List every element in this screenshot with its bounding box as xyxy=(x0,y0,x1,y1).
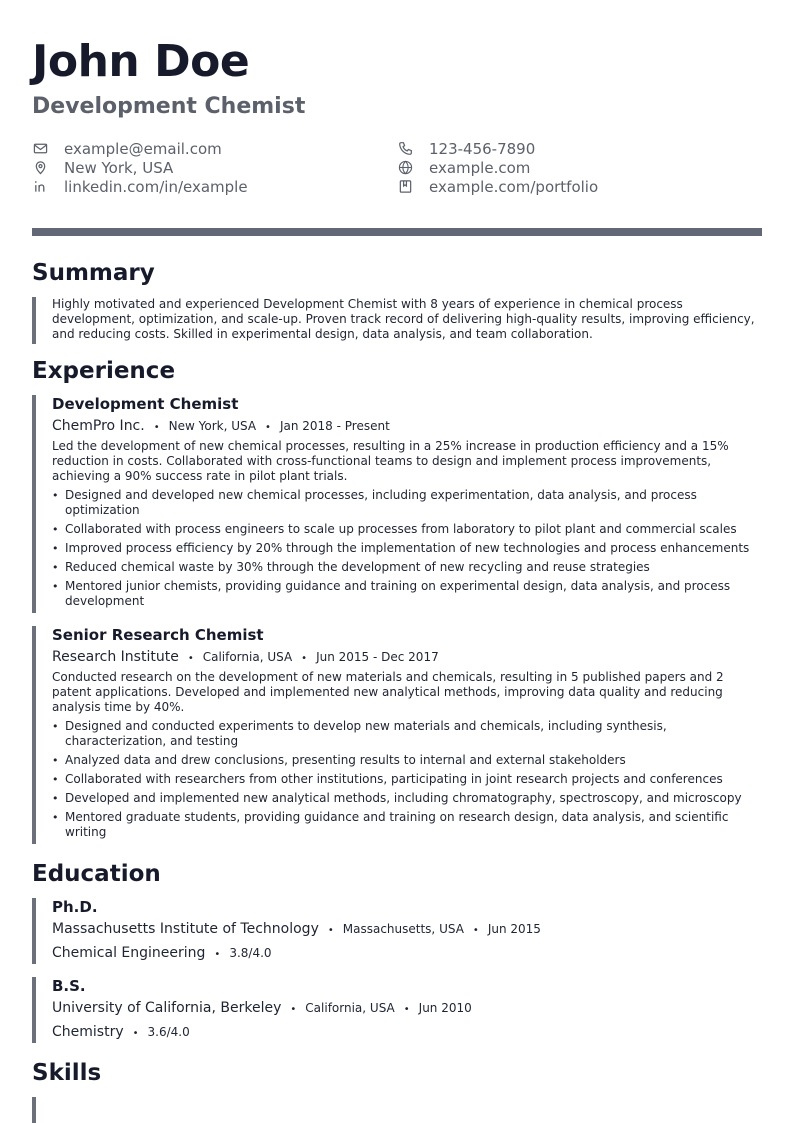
edu-field-line xyxy=(52,943,762,965)
edu-gpa: 3.6/4.0 xyxy=(147,1025,190,1039)
separator-dot: • xyxy=(327,925,334,936)
job-title: Development Chemist xyxy=(52,395,239,413)
job-location: California, USA xyxy=(202,650,293,664)
list-item: • Designed and developed new chemical processes, including experimentation, data analysis, and process optimization xyxy=(52,488,762,518)
contact-email-text: example@email.com xyxy=(64,139,222,158)
summary-block xyxy=(32,297,762,344)
location-pin-icon xyxy=(32,160,48,176)
contact-location-text: New York, USA xyxy=(64,158,174,177)
job-description: Conducted research on the development of new materials and chemicals, resulting in 5 published papers and 2 patent applications. Developed and implemented new analytical methods, improving data quality and reducing analysis time by 40%. xyxy=(52,670,724,714)
edu-degree: B.S. xyxy=(52,977,86,995)
candidate-role: Development Chemist xyxy=(32,94,306,119)
contact-email[interactable] xyxy=(32,139,222,158)
edu-school: Massachusetts Institute of Technology xyxy=(52,921,319,937)
separator-dot: • xyxy=(132,1028,139,1039)
separator-dot: • xyxy=(290,1004,297,1015)
job-meta xyxy=(52,648,762,668)
contact-phone[interactable] xyxy=(397,139,535,158)
job-meta xyxy=(52,417,762,437)
contact-portfolio[interactable] xyxy=(397,177,598,196)
contact-portfolio-text: example.com/portfolio xyxy=(429,177,599,196)
list-item: • Analyzed data and drew conclusions, presenting results to internal and external stakeholders xyxy=(52,753,762,768)
job-dates: Jun 2015 - Dec 2017 xyxy=(316,650,439,664)
list-item: • Collaborated with researchers from other institutions, participating in joint research projects and conferences xyxy=(52,772,762,787)
phone-icon xyxy=(397,141,413,157)
education-item xyxy=(32,898,762,964)
job-bullets xyxy=(52,719,762,840)
bookmark-icon xyxy=(397,179,413,195)
experience-item xyxy=(32,395,762,613)
contact-website[interactable] xyxy=(397,158,530,177)
section-title-summary: Summary xyxy=(32,260,155,286)
section-title-education: Education xyxy=(32,861,161,887)
job-description: Led the development of new chemical processes, resulting in a 25% increase in production efficiency and a 15% reduction in costs. Collaborated with cross-functional teams to design and implement process improvements, achieving a 90% success rate in pilot plant trials. xyxy=(52,439,729,483)
list-item: • Mentored graduate students, providing guidance and training on research design, data analysis, and scientific writing xyxy=(52,810,762,840)
job-dates: Jan 2018 - Present xyxy=(279,419,390,433)
summary-text: Highly motivated and experienced Development Chemist with 8 years of experience in chemical process development, optimization, and scale-up. Proven track record of delivering high-quality results, improving efficiency, and reducing costs. Skilled in experimental design, data analysis, and team collaboration. xyxy=(52,297,755,341)
edu-gpa: 3.8/4.0 xyxy=(229,946,272,960)
list-item: • Improved process efficiency by 20% through the implementation of new technologies and process enhancements xyxy=(52,541,762,556)
contact-website-text: example.com xyxy=(429,158,531,177)
job-title: Senior Research Chemist xyxy=(52,626,264,644)
edu-school-line xyxy=(52,919,762,941)
mail-icon xyxy=(32,141,48,157)
separator-dot: • xyxy=(153,422,160,433)
contact-linkedin[interactable] xyxy=(32,177,248,196)
job-bullets xyxy=(52,488,762,609)
edu-field-line xyxy=(52,1022,762,1044)
education-item xyxy=(32,977,762,1043)
separator-dot: • xyxy=(214,949,221,960)
contact-location xyxy=(32,158,173,177)
section-title-experience: Experience xyxy=(32,358,176,384)
edu-date: Jun 2010 xyxy=(418,1001,472,1015)
list-item: • Collaborated with process engineers to scale up processes from laboratory to pilot plant and commercial scales xyxy=(52,522,762,537)
section-title-skills: Skills xyxy=(32,1060,102,1086)
edu-field: Chemical Engineering xyxy=(52,945,206,961)
list-item: • Developed and implemented new analytical methods, including chromatography, spectroscopy, and microscopy xyxy=(52,791,762,806)
separator-dot: • xyxy=(187,653,194,664)
separator-dot: • xyxy=(265,422,271,433)
separator-dot: • xyxy=(472,925,479,936)
experience-item xyxy=(32,626,762,844)
edu-field: Chemistry xyxy=(52,1024,124,1040)
list-item: • Reduced chemical waste by 30% through the development of new recycling and reuse strategies xyxy=(52,560,762,575)
skills-block xyxy=(32,1097,762,1123)
edu-school-line xyxy=(52,998,762,1020)
linkedin-icon xyxy=(32,179,48,195)
header-divider xyxy=(32,228,762,236)
contact-linkedin-text: linkedin.com/in/example xyxy=(64,177,248,196)
edu-degree: Ph.D. xyxy=(52,898,98,916)
separator-dot: • xyxy=(301,653,308,664)
separator-dot: • xyxy=(403,1004,410,1015)
globe-icon xyxy=(397,160,413,176)
job-location: New York, USA xyxy=(168,419,257,433)
contact-phone-text: 123-456-7890 xyxy=(429,139,536,158)
edu-school: University of California, Berkeley xyxy=(52,1000,282,1016)
job-company: Research Institute xyxy=(52,649,179,665)
edu-location: Massachusetts, USA xyxy=(342,922,464,936)
candidate-name: John Doe xyxy=(32,36,250,87)
job-company: ChemPro Inc. xyxy=(52,418,145,434)
edu-date: Jun 2015 xyxy=(487,922,541,936)
list-item: • Designed and conducted experiments to develop new materials and chemicals, including synthesis, characterization, and testing xyxy=(52,719,762,749)
edu-location: California, USA xyxy=(305,1001,395,1015)
list-item: • Mentored junior chemists, providing guidance and training on experimental design, data analysis, and process development xyxy=(52,579,762,609)
